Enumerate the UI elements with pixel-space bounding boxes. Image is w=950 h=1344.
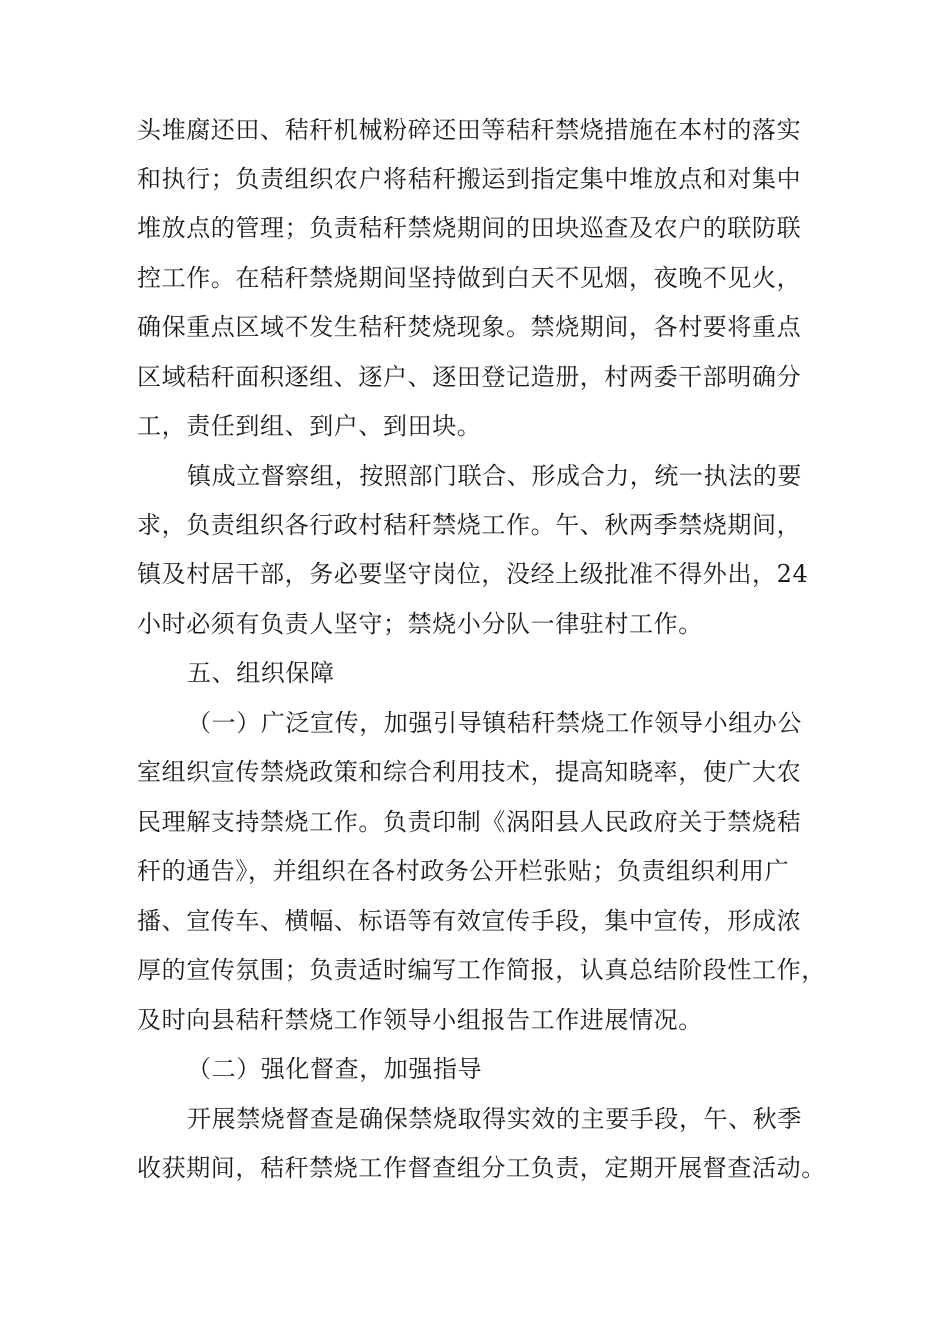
- paragraph-2-line-3: 镇及村居干部，务必要坚守岗位，没经上级批准不得外出，24: [137, 560, 809, 588]
- paragraph-2-line-4: 小时必须有负责人坚守；禁烧小分队一律驻村工作。: [137, 610, 703, 638]
- paragraph-1-line-4: 控工作。在秸秆禁烧期间坚持做到白天不见烟，夜晚不见火，: [137, 264, 802, 292]
- paragraph-2-line-2: 求，负责组织各行政村秸秆禁烧工作。午、秋两季禁烧期间，: [137, 511, 802, 539]
- paragraph-4-line-7: 及时向县秸秆禁烧工作领导小组报告工作进展情况。: [137, 1006, 703, 1034]
- paragraph-4-line-4: 秆的通告》，并组织在各村政务公开栏张贴；负责组织利用广: [137, 857, 790, 885]
- paragraph-1-line-5: 确保重点区域不发生秸秆焚烧现象。禁烧期间，各村要将重点: [137, 313, 802, 341]
- section-heading-organization: 五、组织保障: [187, 659, 335, 687]
- paragraph-1-line-6: 区域秸秆面积逐组、逐户、逐田登记造册，村两委干部明确分: [137, 363, 802, 391]
- paragraph-2-line-1: 镇成立督察组，按照部门联合、形成合力，统一执法的要: [187, 462, 802, 490]
- paragraph-1-line-2: 和执行；负责组织农户将秸秆搬运到指定集中堆放点和对集中: [137, 165, 802, 193]
- paragraph-1-line-3: 堆放点的管理；负责秸秆禁烧期间的田块巡查及农户的联防联: [137, 214, 802, 242]
- paragraph-1-line-7: 工，责任到组、到户、到田块。: [137, 412, 482, 440]
- paragraph-4-line-3: 民理解支持禁烧工作。负责印制《涡阳县人民政府关于禁烧秸: [137, 808, 802, 836]
- paragraph-4-line-5: 播、宣传车、横幅、标语等有效宣传手段，集中宣传，形成浓: [137, 907, 802, 935]
- paragraph-6-line-1: 开展禁烧督查是确保禁烧取得实效的主要手段，午、秋季: [187, 1105, 802, 1133]
- paragraph-4-line-6: 厚的宣传氛围；负责适时编写工作简报，认真总结阶段性工作，: [137, 956, 826, 984]
- subheading-supervision: （二）强化督查，加强指导: [187, 1055, 483, 1083]
- paragraph-6-line-2: 收获期间，秸秆禁烧工作督查组分工负责，定期开展督查活动。: [137, 1154, 826, 1182]
- paragraph-4-line-1: （一）广泛宣传，加强引导镇秸秆禁烧工作领导小组办公: [187, 709, 802, 737]
- paragraph-1-line-1: 头堆腐还田、秸秆机械粉碎还田等秸秆禁烧措施在本村的落实: [137, 116, 802, 144]
- paragraph-4-line-2: 室组织宣传禁烧政策和综合利用技术，提高知晓率，使广大农: [137, 758, 802, 786]
